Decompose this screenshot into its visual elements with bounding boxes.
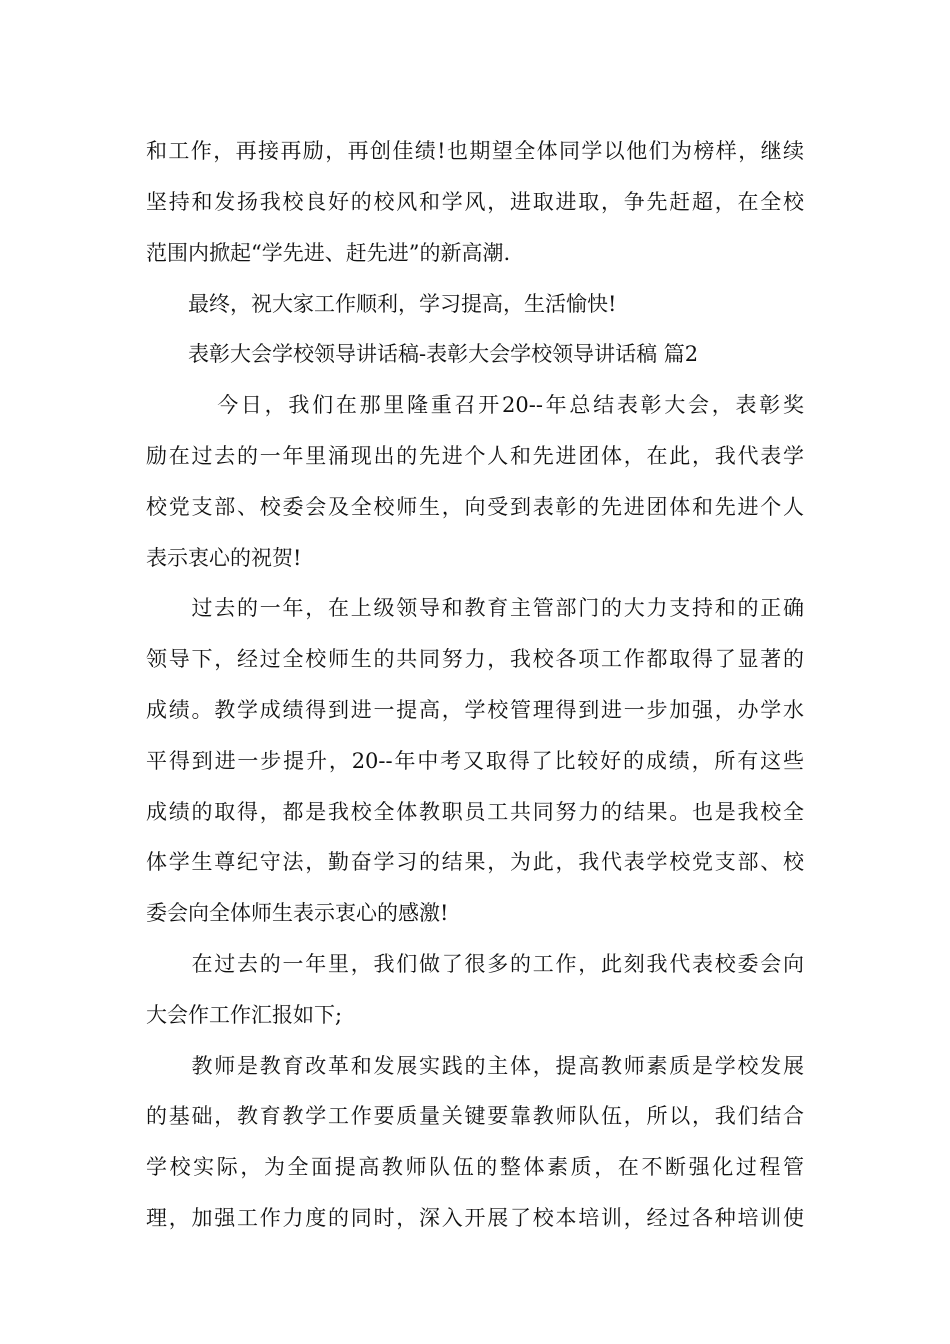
text-line: 学校实际，为全面提高教师队伍的整体素质，在不断强化过程管 [146, 1155, 804, 1179]
text-line: 过去的一年，在上级领导和教育主管部门的大力支持和的正确 [146, 596, 804, 620]
text-line: 成绩。教学成绩得到进一提高，学校管理得到进一步加强，办学水 [146, 698, 804, 722]
text-line: 表示衷心的祝贺! [146, 546, 302, 570]
text-line: 教师是教育改革和发展实践的主体，提高教师素质是学校发展 [146, 1054, 804, 1078]
text-line: 今日，我们在那里隆重召开20--年总结表彰大会，表彰奖 [146, 393, 804, 417]
text-line: 大会作工作汇报如下; [146, 1003, 343, 1027]
text-line: 范围内掀起“学先进、赶先进”的新高潮. [146, 241, 511, 265]
text-line: 委会向全体师生表示衷心的感激! [146, 901, 449, 925]
text-line: 理，加强工作力度的同时，深入开展了校本培训，经过各种培训使 [146, 1206, 804, 1230]
section-heading: 表彰大会学校领导讲话稿-表彰大会学校领导讲话稿 篇2 [146, 342, 699, 366]
text-line: 校党支部、校委会及全校师生，向受到表彰的先进团体和先进个人 [146, 495, 804, 519]
text-line: 坚持和发扬我校良好的校风和学风，进取进取，争先赶超，在全校 [146, 190, 804, 214]
text-line: 在过去的一年里，我们做了很多的工作，此刻我代表校委会向 [146, 952, 804, 976]
text-line: 体学生尊纪守法，勤奋学习的结果，为此，我代表学校党支部、校 [146, 850, 804, 874]
text-line: 领导下，经过全校师生的共同努力，我校各项工作都取得了显著的 [146, 647, 804, 671]
text-line: 平得到进一步提升，20--年中考又取得了比较好的成绩，所有这些 [146, 749, 804, 773]
text-line: 最终，祝大家工作顺利，学习提高，生活愉快! [146, 292, 617, 316]
text-line: 的基础，教育教学工作要质量关键要靠教师队伍，所以，我们结合 [146, 1104, 804, 1128]
text-line: 成绩的取得，都是我校全体教职员工共同努力的结果。也是我校全 [146, 800, 804, 824]
text-line: 和工作，再接再励，再创佳绩!也期望全体同学以他们为榜样，继续 [146, 139, 804, 163]
text-line: 励在过去的一年里涌现出的先进个人和先进团体，在此，我代表学 [146, 444, 804, 468]
